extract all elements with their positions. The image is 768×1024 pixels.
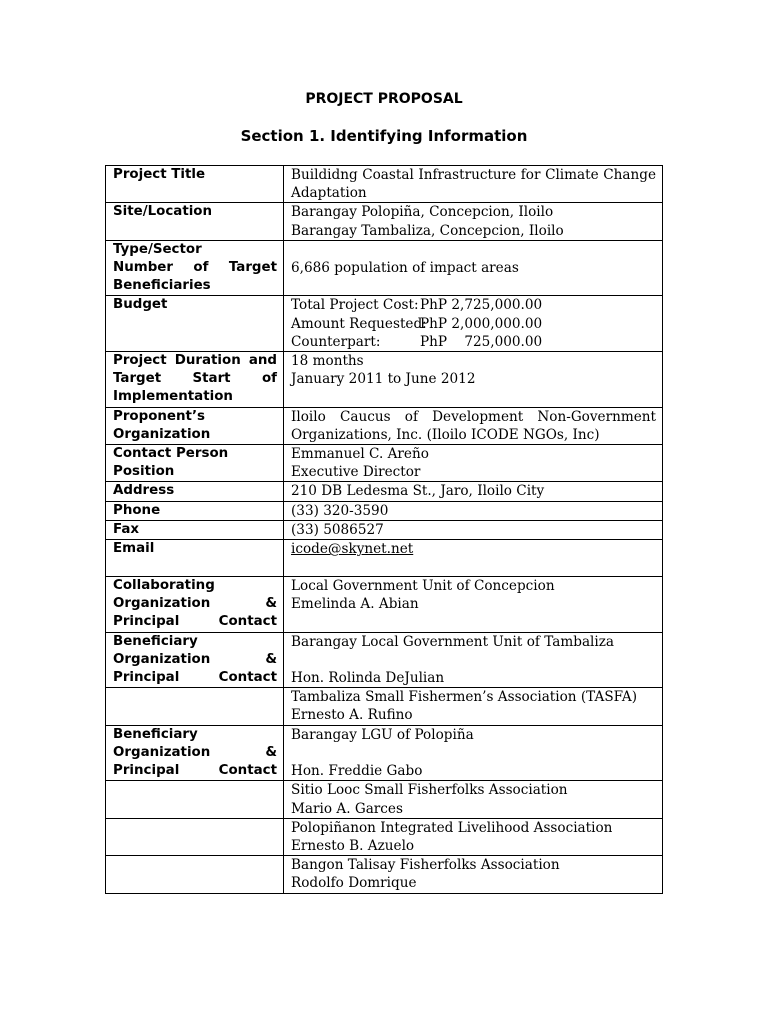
duration-period: January 2011 to June 2012 bbox=[291, 371, 476, 388]
duration-label-line-2: Target Start of bbox=[113, 371, 277, 387]
contact-label bbox=[106, 445, 284, 482]
table-row-project-title bbox=[106, 166, 663, 203]
proponent-label-line-2: Organization bbox=[113, 426, 211, 442]
budget-label: Budget bbox=[106, 296, 284, 352]
contact-name: Emmanuel C. Areño bbox=[291, 446, 429, 463]
polopinanon-org: Polopiñanon Integrated Livelihood Association bbox=[291, 819, 613, 836]
beneficiary-polopina-contact: Hon. Freddie Gabo bbox=[291, 762, 423, 779]
table-row-contact bbox=[106, 445, 663, 482]
looc-contact: Mario A. Garces bbox=[291, 800, 403, 817]
table-row-phone bbox=[106, 501, 663, 520]
polopinanon-contact: Ernesto B. Azuelo bbox=[291, 837, 415, 854]
proponent-line-1: Iloilo Caucus of Development Non-Government bbox=[291, 408, 656, 425]
table-row-fax bbox=[106, 520, 663, 539]
collaborating-org: Local Government Unit of Concepcion bbox=[291, 578, 555, 595]
duration-months: 18 months bbox=[291, 353, 364, 370]
contact-position: Executive Director bbox=[291, 464, 421, 481]
polopinanon-value bbox=[284, 818, 663, 855]
table-row-address bbox=[106, 482, 663, 501]
budget-total-row bbox=[291, 296, 656, 314]
beneficiary-tambaliza-contact: Hon. Rolinda DeJulian bbox=[291, 669, 445, 686]
beneficiary-tambaliza-label-line-1: Beneficiary bbox=[113, 633, 198, 649]
project-title-label: Project Title bbox=[106, 166, 284, 203]
budget-total-label: Total Project Cost: bbox=[291, 297, 419, 314]
table-row-proponent bbox=[106, 407, 663, 444]
tasfa-org: Tambaliza Small Fishermen’s Association (TASFA) bbox=[291, 689, 637, 706]
bangon-org: Bangon Talisay Fisherfolks Association bbox=[291, 857, 560, 874]
address-value: 210 DB Ledesma St., Jaro, Iloilo City bbox=[284, 482, 663, 501]
beneficiary-polopina-label-line-1: Beneficiary bbox=[113, 726, 198, 742]
tasfa-label-empty bbox=[106, 688, 284, 725]
proponent-label bbox=[106, 407, 284, 444]
tasfa-contact: Ernesto A. Rufino bbox=[291, 707, 413, 724]
beneficiary-tambaliza-value bbox=[284, 632, 663, 688]
email-link[interactable]: icode@skynet.net bbox=[291, 541, 414, 558]
contact-value bbox=[284, 445, 663, 482]
site-line-2: Barangay Tambaliza, Concepcion, Iloilo bbox=[291, 222, 564, 239]
table-row-beneficiaries bbox=[106, 240, 663, 296]
section-title: Section 1. Identifying Information bbox=[240, 127, 528, 145]
table-row-site bbox=[106, 203, 663, 240]
beneficiary-polopina-value bbox=[284, 725, 663, 781]
proponent-value bbox=[284, 407, 663, 444]
budget-counterpart-label: Counterpart: bbox=[291, 333, 381, 350]
collaborating-label bbox=[106, 577, 284, 633]
budget-total-value: PhP 2,725,000.00 bbox=[420, 297, 543, 314]
beneficiary-tambaliza-org: Barangay Local Government Unit of Tambaliza bbox=[291, 633, 615, 650]
duration-label-line-1: Project Duration and bbox=[113, 353, 277, 369]
beneficiary-polopina-org: Barangay LGU of Polopiña bbox=[291, 726, 474, 743]
fax-label: Fax bbox=[106, 520, 284, 539]
beneficiary-tambaliza-label-line-2: Organization & bbox=[113, 651, 277, 667]
budget-counterpart-value: PhP 725,000.00 bbox=[420, 333, 543, 350]
project-title-value bbox=[284, 166, 663, 203]
fax-value: (33) 5086527 bbox=[284, 520, 663, 539]
collaborating-value bbox=[284, 577, 663, 633]
beneficiary-tambaliza-label-line-3: Principal Contact bbox=[113, 670, 277, 686]
identifying-information-table bbox=[105, 165, 663, 894]
site-value bbox=[284, 203, 663, 240]
beneficiary-polopina-label-line-3: Principal Contact bbox=[113, 763, 277, 779]
bangon-contact: Rodolfo Domrique bbox=[291, 875, 417, 892]
looc-org: Sitio Looc Small Fisherfolks Association bbox=[291, 782, 568, 799]
collaborating-label-line-1: Collaborating bbox=[113, 578, 215, 594]
site-line-1: Barangay Polopiña, Concepcion, Iloilo bbox=[291, 204, 554, 221]
proponent-line-2: Organizations, Inc. (Iloilo ICODE NGOs, Inc) bbox=[291, 426, 600, 443]
email-value bbox=[284, 540, 663, 577]
table-row-budget bbox=[106, 296, 663, 352]
looc-value bbox=[284, 781, 663, 818]
collaborating-label-line-2: Organization & bbox=[113, 596, 277, 612]
project-title-line-2: Adaptation bbox=[291, 185, 367, 202]
beneficiaries-count: 6,686 population of impact areas bbox=[291, 260, 519, 277]
budget-requested-row bbox=[291, 315, 656, 333]
bangon-label-empty bbox=[106, 856, 284, 893]
beneficiary-tambaliza-label bbox=[106, 632, 284, 688]
contact-label-line-1: Contact Person bbox=[113, 446, 229, 462]
duration-label-line-3: Implementation bbox=[113, 389, 233, 405]
beneficiary-polopina-label bbox=[106, 725, 284, 781]
phone-value: (33) 320-3590 bbox=[284, 501, 663, 520]
collaborating-label-line-3: Principal Contact bbox=[113, 614, 277, 630]
contact-label-line-2: Position bbox=[113, 464, 175, 480]
table-row-polopinanon bbox=[106, 818, 663, 855]
table-row-email bbox=[106, 540, 663, 577]
table-row-collaborating bbox=[106, 577, 663, 633]
beneficiaries-value bbox=[284, 240, 663, 296]
looc-label-empty bbox=[106, 781, 284, 818]
table-row-bangon bbox=[106, 856, 663, 893]
site-label: Site/Location bbox=[106, 203, 284, 240]
table-row-beneficiary-tambaliza bbox=[106, 632, 663, 688]
tasfa-value bbox=[284, 688, 663, 725]
proponent-label-line-1: Proponent’s bbox=[113, 408, 206, 424]
budget-counterpart-row bbox=[291, 333, 656, 351]
budget-requested-value: PhP 2,000,000.00 bbox=[420, 315, 543, 332]
beneficiary-polopina-label-line-2: Organization & bbox=[113, 744, 277, 760]
project-title-line-1: Buildidng Coastal Infrastructure for Climate Change bbox=[291, 167, 656, 183]
table-row-duration bbox=[106, 352, 663, 408]
phone-label: Phone bbox=[106, 501, 284, 520]
beneficiaries-label-line-1: Type/Sector bbox=[113, 241, 202, 257]
beneficiaries-label bbox=[106, 240, 284, 296]
polopinanon-label-empty bbox=[106, 818, 284, 855]
beneficiaries-label-line-3: Beneficiaries bbox=[113, 278, 211, 294]
table-row-beneficiary-polopina bbox=[106, 725, 663, 781]
document-title: PROJECT PROPOSAL bbox=[305, 91, 463, 107]
table-row-tasfa bbox=[106, 688, 663, 725]
budget-value bbox=[284, 296, 663, 352]
beneficiaries-label-line-2: Number of Target bbox=[113, 260, 277, 276]
table-row-looc bbox=[106, 781, 663, 818]
budget-requested-label: Amount Requested: bbox=[291, 315, 427, 332]
duration-label bbox=[106, 352, 284, 408]
collaborating-contact: Emelinda A. Abian bbox=[291, 596, 419, 613]
bangon-value bbox=[284, 856, 663, 893]
address-label: Address bbox=[106, 482, 284, 501]
email-label: Email bbox=[106, 540, 284, 577]
duration-value bbox=[284, 352, 663, 408]
